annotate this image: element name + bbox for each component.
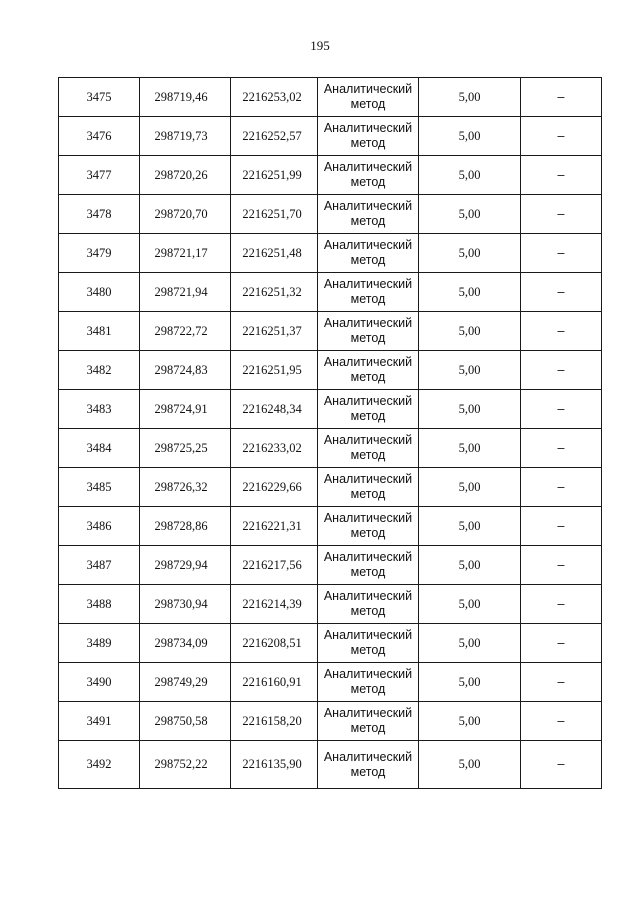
accuracy-cell: 5,00 — [419, 78, 521, 117]
note-cell: – — [521, 312, 602, 351]
accuracy-cell: 5,00 — [419, 390, 521, 429]
table-row — [59, 156, 602, 195]
accuracy-cell: 5,00 — [419, 351, 521, 390]
coordinates-table-body — [59, 78, 602, 789]
x-coordinate-cell: 298749,29 — [140, 663, 231, 702]
point-number-cell: 3482 — [59, 351, 140, 390]
y-coordinate-cell: 2216253,02 — [231, 78, 318, 117]
x-coordinate-cell: 298719,73 — [140, 117, 231, 156]
y-coordinate-cell: 2216251,37 — [231, 312, 318, 351]
x-coordinate-cell: 298726,32 — [140, 468, 231, 507]
table-row — [59, 741, 602, 789]
y-coordinate-cell: 2216248,34 — [231, 390, 318, 429]
accuracy-cell: 5,00 — [419, 312, 521, 351]
x-coordinate-cell: 298729,94 — [140, 546, 231, 585]
accuracy-cell: 5,00 — [419, 234, 521, 273]
point-number-cell: 3486 — [59, 507, 140, 546]
point-number-cell: 3487 — [59, 546, 140, 585]
x-coordinate-cell: 298730,94 — [140, 585, 231, 624]
accuracy-cell: 5,00 — [419, 741, 521, 789]
x-coordinate-cell: 298721,17 — [140, 234, 231, 273]
point-number-cell: 3479 — [59, 234, 140, 273]
method-cell: Аналитический метод — [318, 546, 419, 585]
x-coordinate-cell: 298752,22 — [140, 741, 231, 789]
point-number-cell: 3480 — [59, 273, 140, 312]
table-row — [59, 78, 602, 117]
method-cell: Аналитический метод — [318, 702, 419, 741]
point-number-cell: 3478 — [59, 195, 140, 234]
table-row — [59, 390, 602, 429]
table-row — [59, 195, 602, 234]
x-coordinate-cell: 298721,94 — [140, 273, 231, 312]
accuracy-cell: 5,00 — [419, 156, 521, 195]
y-coordinate-cell: 2216251,70 — [231, 195, 318, 234]
table-row — [59, 663, 602, 702]
note-cell: – — [521, 702, 602, 741]
y-coordinate-cell: 2216214,39 — [231, 585, 318, 624]
accuracy-cell: 5,00 — [419, 546, 521, 585]
method-cell: Аналитический метод — [318, 78, 419, 117]
point-number-cell: 3475 — [59, 78, 140, 117]
table-row — [59, 351, 602, 390]
note-cell: – — [521, 390, 602, 429]
accuracy-cell: 5,00 — [419, 663, 521, 702]
method-cell: Аналитический метод — [318, 117, 419, 156]
y-coordinate-cell: 2216229,66 — [231, 468, 318, 507]
y-coordinate-cell: 2216158,20 — [231, 702, 318, 741]
method-cell: Аналитический метод — [318, 390, 419, 429]
table-row — [59, 468, 602, 507]
x-coordinate-cell: 298750,58 — [140, 702, 231, 741]
table-row — [59, 585, 602, 624]
note-cell: – — [521, 585, 602, 624]
method-cell: Аналитический метод — [318, 585, 419, 624]
y-coordinate-cell: 2216221,31 — [231, 507, 318, 546]
x-coordinate-cell: 298720,70 — [140, 195, 231, 234]
table-row — [59, 507, 602, 546]
accuracy-cell: 5,00 — [419, 702, 521, 741]
accuracy-cell: 5,00 — [419, 195, 521, 234]
x-coordinate-cell: 298734,09 — [140, 624, 231, 663]
coordinates-table — [58, 77, 602, 789]
note-cell: – — [521, 351, 602, 390]
point-number-cell: 3490 — [59, 663, 140, 702]
point-number-cell: 3483 — [59, 390, 140, 429]
x-coordinate-cell: 298724,91 — [140, 390, 231, 429]
point-number-cell: 3492 — [59, 741, 140, 789]
table-row — [59, 546, 602, 585]
y-coordinate-cell: 2216251,95 — [231, 351, 318, 390]
x-coordinate-cell: 298719,46 — [140, 78, 231, 117]
accuracy-cell: 5,00 — [419, 429, 521, 468]
table-row — [59, 702, 602, 741]
x-coordinate-cell: 298724,83 — [140, 351, 231, 390]
method-cell: Аналитический метод — [318, 156, 419, 195]
note-cell: – — [521, 741, 602, 789]
y-coordinate-cell: 2216252,57 — [231, 117, 318, 156]
point-number-cell: 3481 — [59, 312, 140, 351]
method-cell: Аналитический метод — [318, 312, 419, 351]
method-cell: Аналитический метод — [318, 429, 419, 468]
method-cell: Аналитический метод — [318, 351, 419, 390]
note-cell: – — [521, 507, 602, 546]
y-coordinate-cell: 2216208,51 — [231, 624, 318, 663]
y-coordinate-cell: 2216251,32 — [231, 273, 318, 312]
accuracy-cell: 5,00 — [419, 585, 521, 624]
note-cell: – — [521, 195, 602, 234]
method-cell: Аналитический метод — [318, 195, 419, 234]
y-coordinate-cell: 2216135,90 — [231, 741, 318, 789]
point-number-cell: 3476 — [59, 117, 140, 156]
point-number-cell: 3484 — [59, 429, 140, 468]
note-cell: – — [521, 546, 602, 585]
note-cell: – — [521, 273, 602, 312]
method-cell: Аналитический метод — [318, 273, 419, 312]
method-cell: Аналитический метод — [318, 507, 419, 546]
method-cell: Аналитический метод — [318, 624, 419, 663]
x-coordinate-cell: 298722,72 — [140, 312, 231, 351]
table-row — [59, 234, 602, 273]
x-coordinate-cell: 298720,26 — [140, 156, 231, 195]
point-number-cell: 3489 — [59, 624, 140, 663]
accuracy-cell: 5,00 — [419, 624, 521, 663]
accuracy-cell: 5,00 — [419, 273, 521, 312]
method-cell: Аналитический метод — [318, 234, 419, 273]
table-row — [59, 429, 602, 468]
note-cell: – — [521, 468, 602, 507]
table-row — [59, 117, 602, 156]
method-cell: Аналитический метод — [318, 663, 419, 702]
note-cell: – — [521, 663, 602, 702]
accuracy-cell: 5,00 — [419, 468, 521, 507]
y-coordinate-cell: 2216217,56 — [231, 546, 318, 585]
page-number: 195 — [310, 38, 330, 53]
accuracy-cell: 5,00 — [419, 117, 521, 156]
point-number-cell: 3477 — [59, 156, 140, 195]
note-cell: – — [521, 156, 602, 195]
y-coordinate-cell: 2216160,91 — [231, 663, 318, 702]
method-cell: Аналитический метод — [318, 468, 419, 507]
point-number-cell: 3488 — [59, 585, 140, 624]
note-cell: – — [521, 234, 602, 273]
note-cell: – — [521, 117, 602, 156]
table-row — [59, 624, 602, 663]
x-coordinate-cell: 298728,86 — [140, 507, 231, 546]
point-number-cell: 3491 — [59, 702, 140, 741]
y-coordinate-cell: 2216233,02 — [231, 429, 318, 468]
accuracy-cell: 5,00 — [419, 507, 521, 546]
y-coordinate-cell: 2216251,99 — [231, 156, 318, 195]
table-row — [59, 273, 602, 312]
point-number-cell: 3485 — [59, 468, 140, 507]
x-coordinate-cell: 298725,25 — [140, 429, 231, 468]
table-row — [59, 312, 602, 351]
note-cell: – — [521, 624, 602, 663]
note-cell: – — [521, 429, 602, 468]
y-coordinate-cell: 2216251,48 — [231, 234, 318, 273]
method-cell: Аналитический метод — [318, 741, 419, 789]
note-cell: – — [521, 78, 602, 117]
